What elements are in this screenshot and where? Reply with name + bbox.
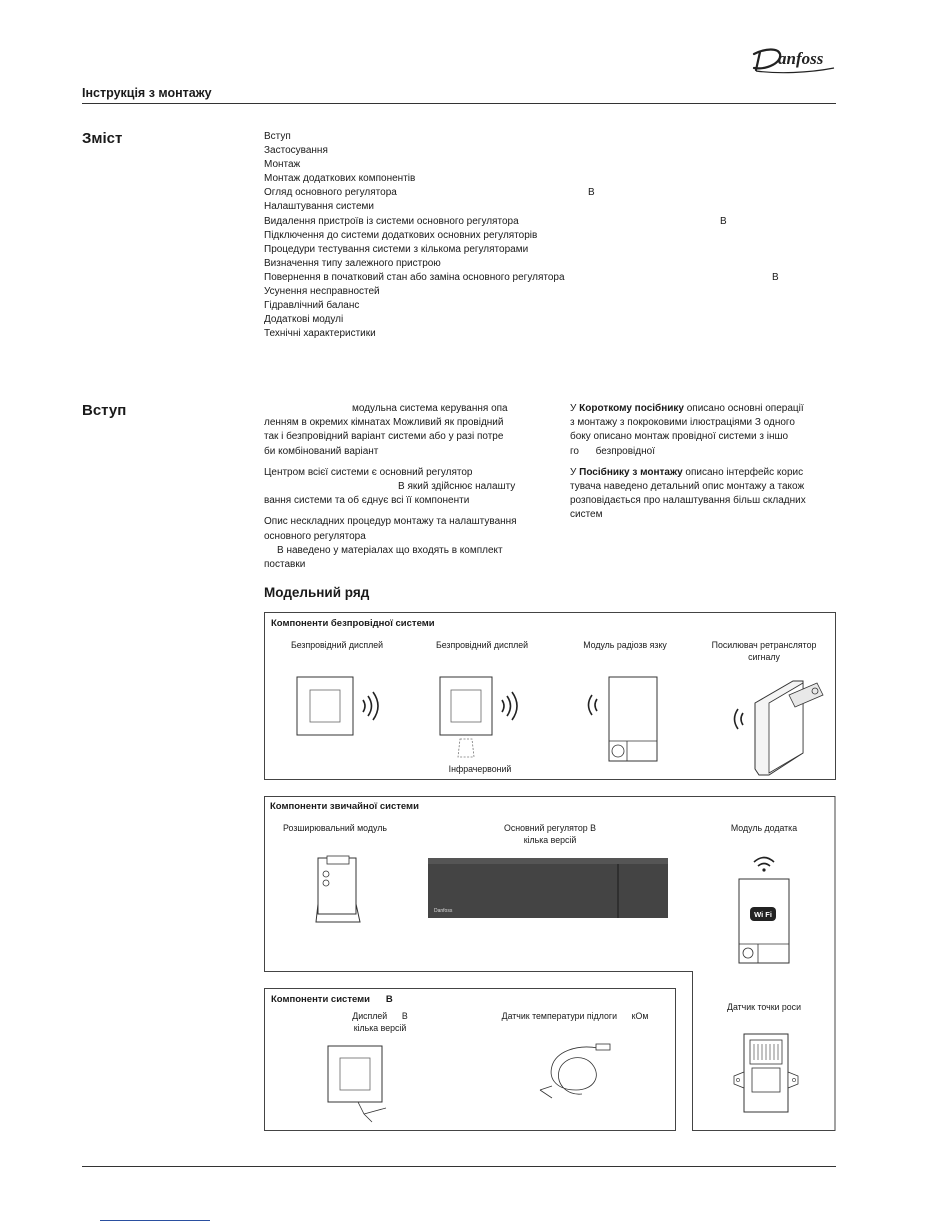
toc-item — [264, 186, 595, 200]
toc-item-label[interactable]: Вступ — [264, 131, 291, 142]
radio-module-label: Модуль радіозв язку — [583, 640, 667, 650]
toc-item-label[interactable]: Гідравлічний баланс — [264, 300, 360, 312]
dew-point-label: Датчик точки роси — [727, 1002, 801, 1012]
wifi-badge: Wi Fi — [754, 910, 772, 919]
toc-item-label[interactable]: Видалення пристроїв із системи основного регулятора — [264, 215, 519, 227]
toc-item — [264, 172, 565, 186]
system-box-title: Компоненти системи В — [271, 994, 393, 1005]
wireless-display-icon — [297, 677, 397, 737]
wireless-display-ir-label: Безпровідний дисплей — [435, 640, 529, 650]
toc-item — [264, 271, 779, 285]
wired-display-icon — [328, 1046, 392, 1126]
contents-heading: Зміст — [82, 130, 123, 147]
footer-link-underline[interactable] — [100, 1220, 210, 1221]
toc-item-label[interactable]: Повернення в початковий стан або заміна основного регулятора — [264, 271, 565, 283]
intro-heading: Вступ — [82, 402, 127, 419]
intro-paragraph: Опис нескладних процедур монтажу та налаштування основного регулятора В наведено у матеріалах що входять в комплект поставки — [264, 516, 517, 571]
svg-text:Danfoss: Danfoss — [434, 908, 453, 914]
dew-point-sensor-icon — [734, 1032, 804, 1116]
repeater-icon — [723, 673, 833, 777]
floor-sensor-label: Датчик температури підлоги кОм — [501, 1011, 649, 1021]
toc-item-label[interactable]: Огляд основного регулятора — [264, 187, 397, 199]
toc-item — [264, 130, 565, 144]
document-title: Інструкція з монтажу — [82, 86, 212, 100]
svg-text:anfoss: anfoss — [778, 49, 824, 68]
footer-divider — [82, 1166, 836, 1167]
quick-guide-link: Короткому посібнику — [579, 403, 684, 414]
toc-item-label[interactable]: Процедури тестування системи з кількома регуляторами — [264, 243, 529, 255]
intro-right-column — [570, 402, 840, 530]
toc-item — [264, 229, 565, 243]
toc-item — [264, 285, 565, 299]
toc-item-label[interactable]: Технічні характеристики — [264, 328, 376, 340]
toc-item — [264, 327, 565, 341]
radio-module-icon — [583, 675, 683, 765]
expansion-module-label: Розширювальний модуль — [283, 823, 387, 833]
toc-item-label[interactable]: Підключення до системи додаткових основних регуляторів — [264, 229, 538, 241]
toc-item-suffix: В — [588, 187, 595, 199]
danfoss-logo — [748, 40, 838, 76]
wireless-display-ir-icon — [440, 677, 540, 765]
toc-item — [264, 158, 565, 172]
wireless-box-title: Компоненти безпровідної системи — [271, 618, 435, 629]
installation-guide-link: Посібнику з монтажу — [579, 466, 683, 478]
toc-item-label[interactable]: Додаткові модулі — [264, 314, 344, 326]
wireless-components-box — [264, 612, 836, 780]
app-module-label: Модуль додатка — [730, 823, 798, 833]
toc-item-label[interactable]: Налаштування системи — [264, 201, 374, 213]
toc-item-label[interactable]: Усунення несправностей — [264, 286, 380, 298]
toc-item — [264, 200, 565, 214]
display-label: Дисплей В кілька версій — [352, 1011, 408, 1033]
model-range-heading: Модельний ряд — [264, 585, 370, 600]
intro-paragraph: Центром всієї системи є основний регулятор В який здійснює налашту вання системи та об єднує всі її компоненти — [264, 466, 516, 507]
repeater-label: Посилювач ретранслятор сигналу — [711, 640, 817, 662]
standard-box-title: Компоненти звичайної системи — [270, 801, 419, 812]
toc-item — [264, 215, 727, 229]
master-controller-icon — [428, 858, 670, 920]
master-controller-label: Основний регулятор В кілька версій — [504, 823, 596, 845]
table-of-contents — [264, 130, 779, 341]
intro-paragraph: У Посібнику з монтажу описано інтерфейс корис тувача наведено детальний опис монтажу а також розповідається про налаштування більш складних систем — [570, 466, 806, 521]
header-divider — [82, 103, 836, 104]
display-sub: кілька версій — [353, 1023, 407, 1033]
toc-item — [264, 299, 565, 313]
toc-item-suffix: В — [720, 215, 727, 227]
intro-left-column — [264, 402, 554, 579]
toc-item — [264, 144, 565, 158]
intro-paragraph: модульна система керування опа ленням в окремих кімнатах Можливий як провідний так і безпровідний варіант системи або у разі потре би комбінований варіант — [264, 403, 508, 457]
toc-item-label[interactable]: Визначення типу залежного пристрою — [264, 257, 441, 269]
expansion-module-icon — [315, 856, 361, 928]
toc-item — [264, 243, 565, 257]
toc-item — [264, 257, 565, 271]
floor-sensor-icon — [536, 1040, 616, 1104]
toc-item-label[interactable]: Монтаж додаткових компонентів — [264, 173, 416, 185]
master-controller-sub: кілька версій — [523, 835, 577, 845]
toc-item-label[interactable]: Монтаж — [264, 159, 301, 171]
toc-item-label[interactable]: Застосування — [264, 145, 328, 157]
infrared-label: Інфрачервоний — [448, 764, 512, 774]
toc-item — [264, 313, 565, 327]
intro-paragraph: У Короткому посібнику описано основні операції з монтажу з покроковими ілюстраціями З одного боку описано монтаж провідної системи з іншо го безпровідної — [570, 403, 804, 457]
wireless-display-label: Безпровідний дисплей — [290, 640, 384, 650]
toc-item-suffix: В — [772, 271, 779, 283]
